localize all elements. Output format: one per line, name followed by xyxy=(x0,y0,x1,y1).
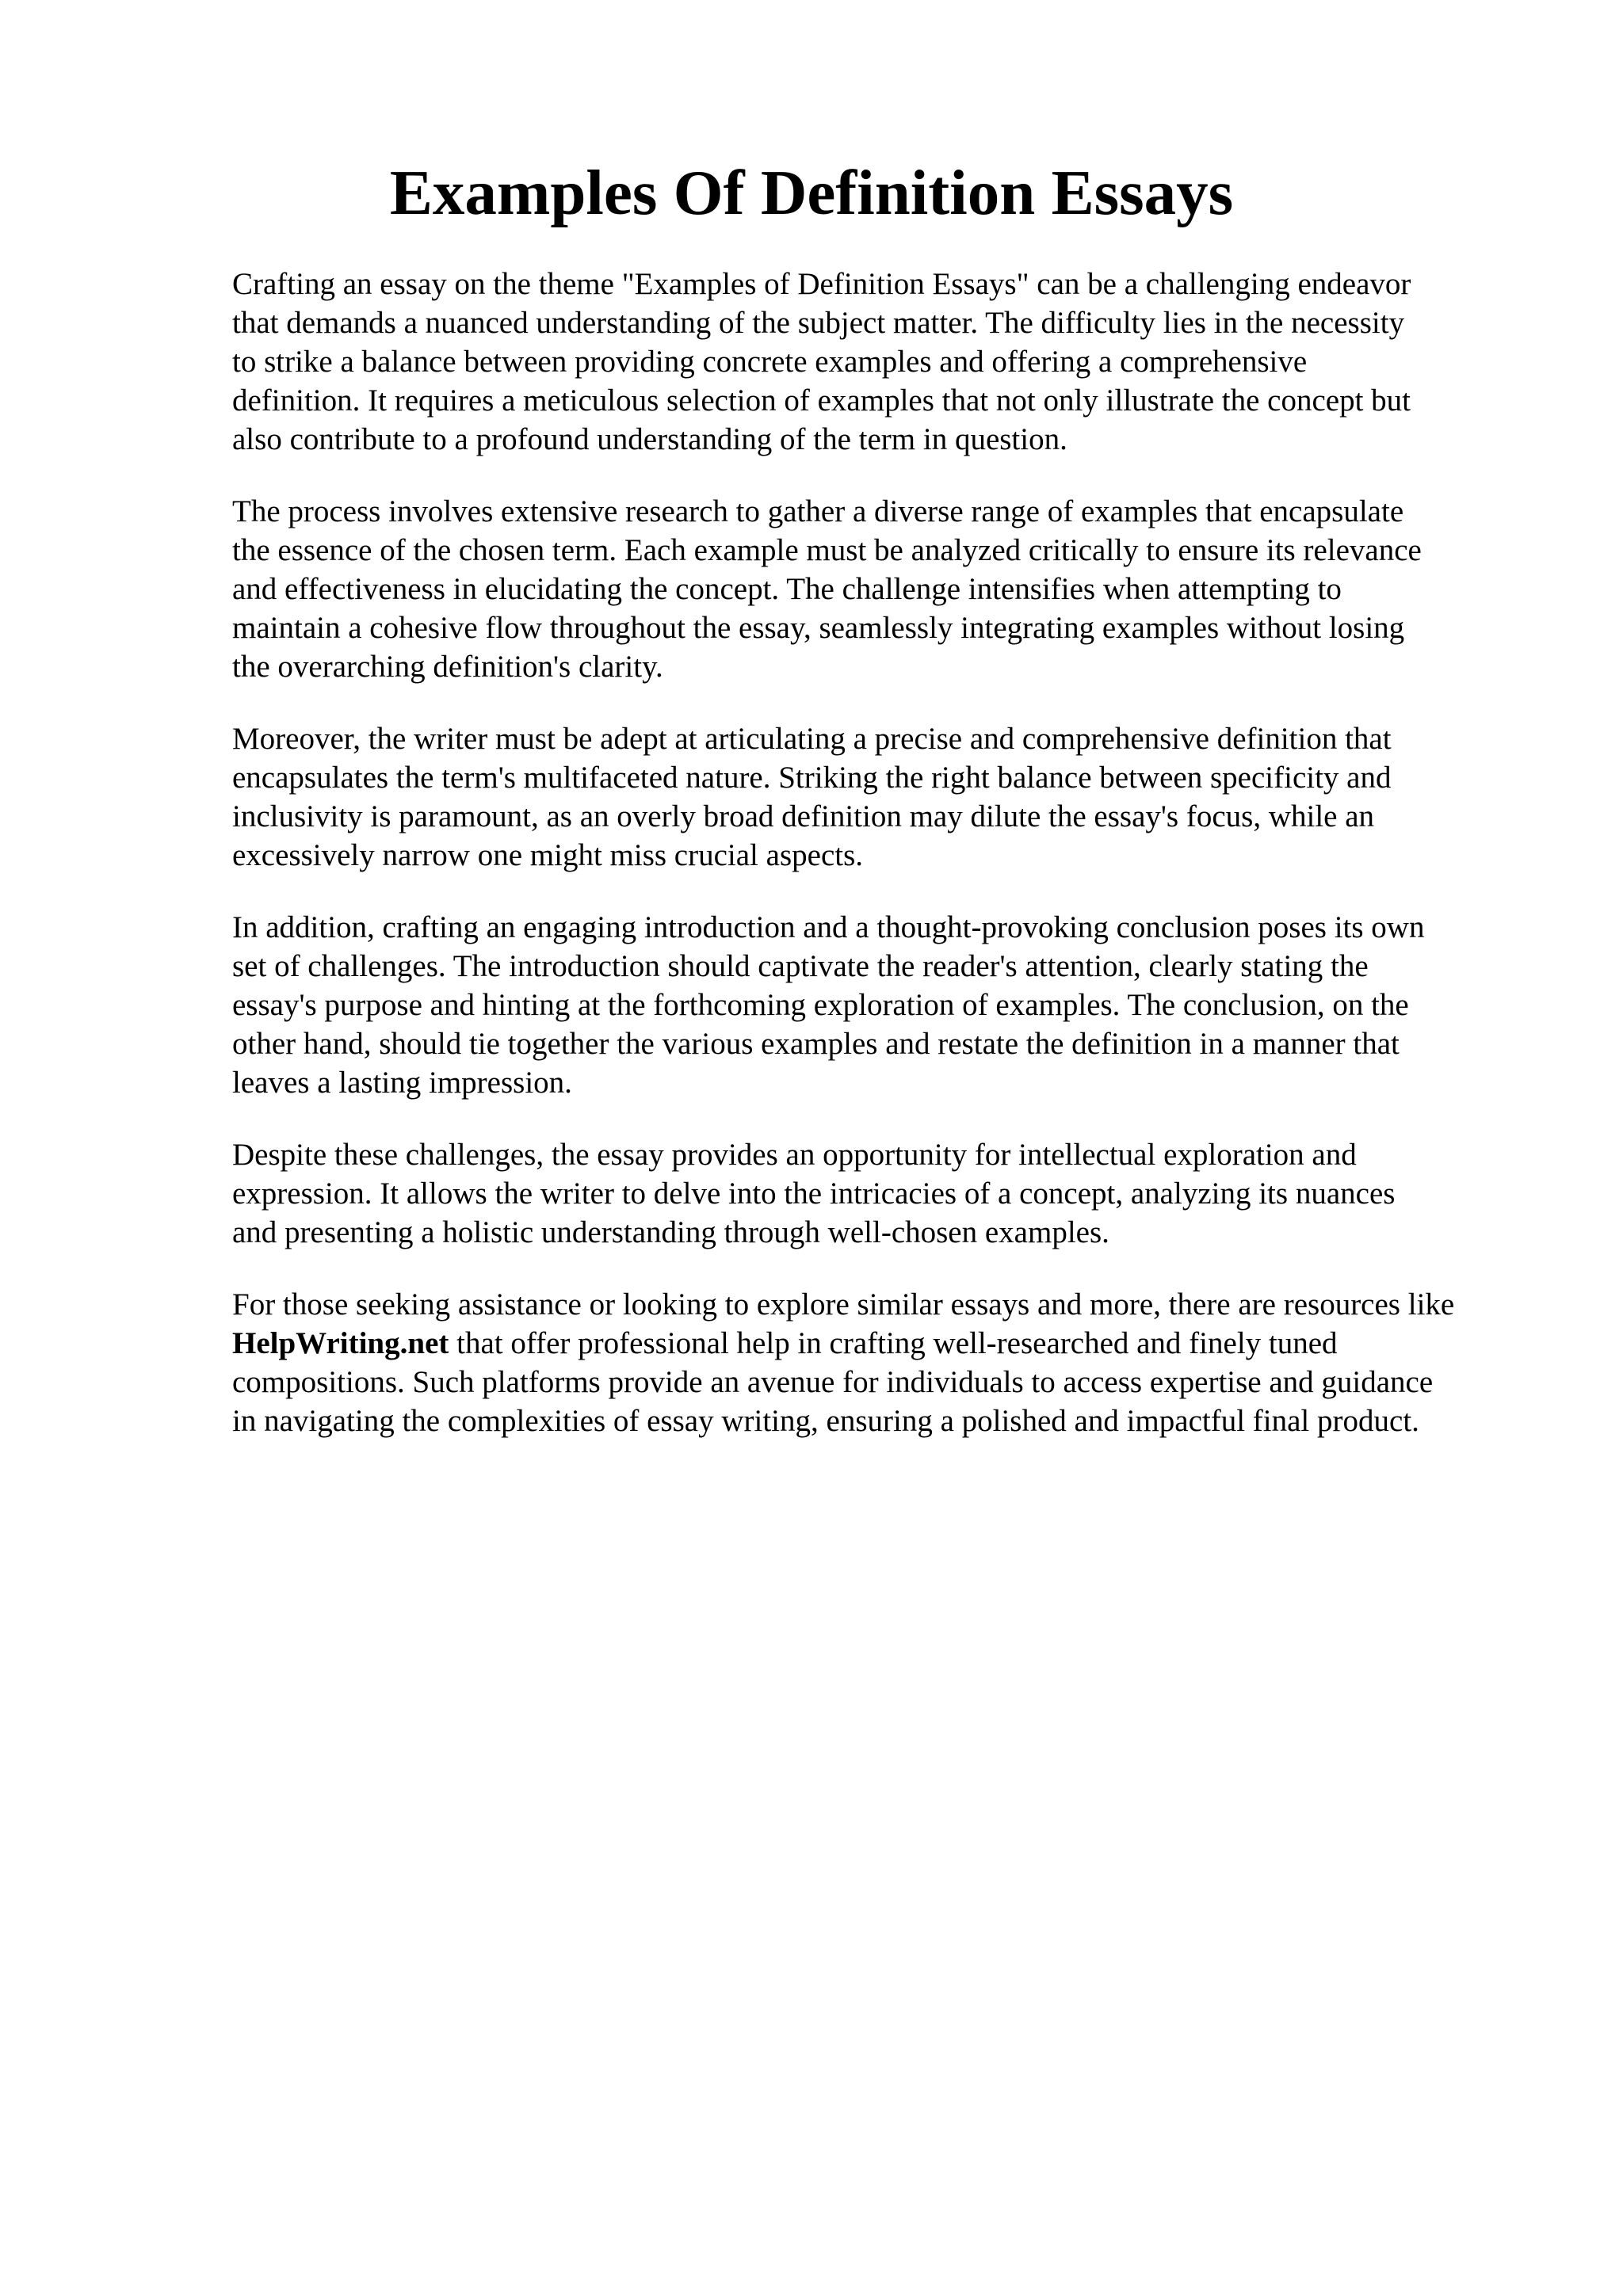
paragraph-line: Despite these challenges, the essay provides an opportunity for intellectual exploration and xyxy=(232,1138,1357,1172)
paragraph-4 xyxy=(232,908,1548,1102)
document-body xyxy=(232,265,1548,1474)
paragraph-line: Moreover, the writer must be adept at articulating a precise and comprehensive definition that xyxy=(232,722,1392,756)
paragraph-line: in navigating the complexities of essay writing, ensuring a polished and impactful final product. xyxy=(232,1404,1419,1438)
paragraph-line: The process involves extensive research to gather a diverse range of examples that encapsulate xyxy=(232,494,1404,528)
paragraph-line: encapsulates the term's multifaceted nature. Striking the right balance between specificity and xyxy=(232,761,1392,795)
paragraph-line: other hand, should tie together the various examples and restate the definition in a manner that xyxy=(232,1027,1400,1061)
brand-link-text: HelpWriting.net xyxy=(232,1326,449,1360)
paragraph-line-rest: that offer professional help in crafting well-researched and finely tuned xyxy=(449,1326,1338,1360)
paragraph-line: set of challenges. The introduction should captivate the reader's attention, clearly stating the xyxy=(232,949,1369,983)
paragraph-line: that demands a nuanced understanding of the subject matter. The difficulty lies in the necessity xyxy=(232,306,1405,340)
paragraph-line: and presenting a holistic understanding through well-chosen examples. xyxy=(232,1215,1109,1249)
paragraph-line: compositions. Such platforms provide an avenue for individuals to access expertise and guidance xyxy=(232,1365,1434,1399)
paragraph-line: leaves a lasting impression. xyxy=(232,1066,572,1100)
paragraph-line: definition. It requires a meticulous selection of examples that not only illustrate the concept but xyxy=(232,383,1411,418)
paragraph-line: In addition, crafting an engaging introduction and a thought-provoking conclusion poses its own xyxy=(232,910,1425,944)
paragraph-line: expression. It allows the writer to delve into the intricacies of a concept, analyzing its nuances xyxy=(232,1177,1396,1211)
paragraph-line: For those seeking assistance or looking to explore similar essays and more, there are resources like xyxy=(232,1287,1455,1322)
paragraph-6 xyxy=(232,1285,1548,1440)
paragraph-line: maintain a cohesive flow throughout the essay, seamlessly integrating examples without losing xyxy=(232,611,1405,645)
paragraph-line: essay's purpose and hinting at the forthcoming exploration of examples. The conclusion, on the xyxy=(232,988,1409,1022)
paragraph-2 xyxy=(232,492,1548,686)
paragraph-line: and effectiveness in elucidating the concept. The challenge intensifies when attempting to xyxy=(232,572,1342,606)
paragraph-line: the essence of the chosen term. Each example must be analyzed critically to ensure its relevance xyxy=(232,533,1422,567)
paragraph-line: inclusivity is paramount, as an overly broad definition may dilute the essay's focus, while an xyxy=(232,799,1375,833)
paragraph-1 xyxy=(232,265,1548,459)
paragraph-5 xyxy=(232,1135,1548,1252)
paragraph-line: excessively narrow one might miss crucial aspects. xyxy=(232,838,864,872)
paragraph-line: to strike a balance between providing concrete examples and offering a comprehensive xyxy=(232,345,1308,379)
paragraph-line-with-brand xyxy=(232,1324,1548,1363)
paragraph-line: the overarching definition's clarity. xyxy=(232,650,663,684)
paragraph-line: Crafting an essay on the theme "Examples of Definition Essays" can be a challenging endeavor xyxy=(232,267,1411,301)
paragraph-3 xyxy=(232,719,1548,875)
document-title: Examples Of Definition Essays xyxy=(389,157,1234,228)
paragraph-line: also contribute to a profound understanding of the term in question. xyxy=(232,422,1067,456)
